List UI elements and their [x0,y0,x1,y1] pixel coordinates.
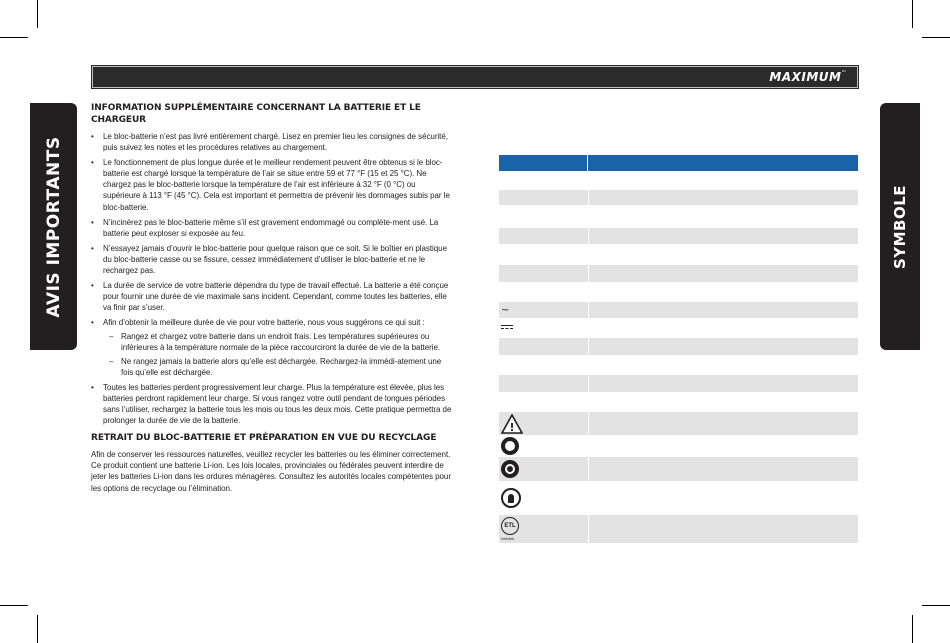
symbol-table-header [499,155,858,171]
crop-mark [37,615,38,643]
symbol-table [499,155,858,543]
etl-certification-icon: ETL Intertek [501,517,519,541]
hearing-protection-icon [501,488,521,508]
table-row [499,435,858,457]
header-bar [92,66,858,88]
list-item: • Le fonctionnement de plus longue durée et le meilleur rendement peuvent être obtenus si le bloc-batterie est chargé lorsque la température de l’air se situe entre 59 et 77 °F (15 et 25 °C). Ne chargez pas le bloc-batterie lorsque la température de l’air est inférieure à 32 °F (0 °C) ou supérieure à 113 °F (45 °C). Cela est important et permettra de prévenir les dommages subis par le bloc-batterie. [91,157,453,212]
table-row [499,282,858,302]
table-row [499,190,858,205]
table-row [499,355,858,375]
content-column [91,102,453,494]
list-item: • La durée de service de votre batterie dépendra du type de travail effectué. La batterie a été conçue pour fournir une durée de vie maximale sans incident. Cependant, comme toutes les batteries, elle va finir par s’user. [91,280,453,313]
sub-list [103,331,453,378]
section-title: INFORMATION SUPPLÉMENTAIRE CONCERNANT LA BATTERIE ET LE CHARGEUR [91,103,421,125]
list-item: • N’essayez jamais d’ouvrir le bloc-batterie pour quelque raison que ce soit. Si le boîtier en plastique du bloc-batterie casse ou se fissure, cessez immédiatement d’utiliser le bloc-batterie et ne le rechargez pas. [91,243,453,276]
table-row [499,265,858,282]
crop-mark [37,0,38,28]
crop-mark [912,0,913,28]
list-item: • Le bloc-batterie n’est pas livré entièrement chargé. Lisez en premier lieu les consignes de sécurité, puis suivez les notes et les procédures relatives au chargement. [91,131,453,153]
side-tab-left [30,103,77,350]
dc-current-icon [501,325,513,331]
eye-protection-icon [501,460,519,478]
crop-mark [0,37,28,38]
list-item: • Toutes les batteries perdent progressivement leur charge. Plus la température est élevée, plus les batteries perdront rapidement leur charge. Si vous rangez votre outil pendant de longues périodes sans l’utiliser, rechargez la batterie tous les mois ou tous les deux mois. Cette pratique permettra de prolonger la durée de vie de la batterie. [91,382,453,426]
read-manual-icon [501,437,519,455]
table-row [499,515,858,543]
recycling-paragraph: Afin de conserver les ressources naturelles, veuillez recycler les batteries ou les éliminer correctement. Ce produit contient une batterie Li-ion. Les lois locales, provinciales ou fédérales peuvent interdire de jeter les batteries Li-ion dans les ordures ménagères. Consultez les autorités locales compétentes pour les options de recyclage ou l’élimination. [91,450,451,493]
side-tab-right-label: SYMBOLE [891,184,909,269]
table-row [499,481,858,515]
table-row [499,318,858,338]
sub-list-item: – Ne rangez jamais la batterie alors qu’elle est déchargée. Rechargez-la immédi-atement une fois qu’elle est déchargée. [103,356,453,378]
brand-logo: MAXIMUM™ [769,70,847,84]
side-tab-right [880,103,920,350]
table-row [499,375,858,392]
list-item [91,317,453,377]
table-row [499,228,858,244]
table-row [499,457,858,481]
table-row [499,338,858,355]
table-row [499,205,858,228]
table-row [499,244,858,265]
table-row [499,392,858,412]
side-tab-left-label: AVIS IMPORTANTS [43,135,64,318]
bullet-list [91,131,453,426]
ac-current-icon: ~ [501,304,510,316]
list-item-text: Afin d’obtenir la meilleure durée de vie pour votre batterie, nous vous suggérons ce qui suit : [103,318,425,328]
crop-mark [922,605,950,606]
warning-triangle-icon [501,414,523,434]
table-row [499,302,858,318]
crop-mark [922,37,950,38]
list-item: • N’incinérez pas le bloc-batterie même s’il est gravement endommagé ou complète-ment usé. La batterie peut exploser si exposée au feu. [91,217,453,239]
crop-mark [0,605,28,606]
header-cell [499,155,588,171]
table-row [499,412,858,435]
svg-text:!: ! [509,420,515,434]
crop-mark [912,615,913,643]
section-title: RETRAIT DU BLOC-BATTERIE ET PRÉPARATION EN VUE DU RECYCLAGE [91,433,437,444]
table-row [499,171,858,190]
sub-list-item: – Rangez et chargez votre batterie dans un endroit frais. Les températures supérieures ou inférieures à la température normale de la pièce raccourciront la durée de vie de la batterie. [103,331,453,353]
